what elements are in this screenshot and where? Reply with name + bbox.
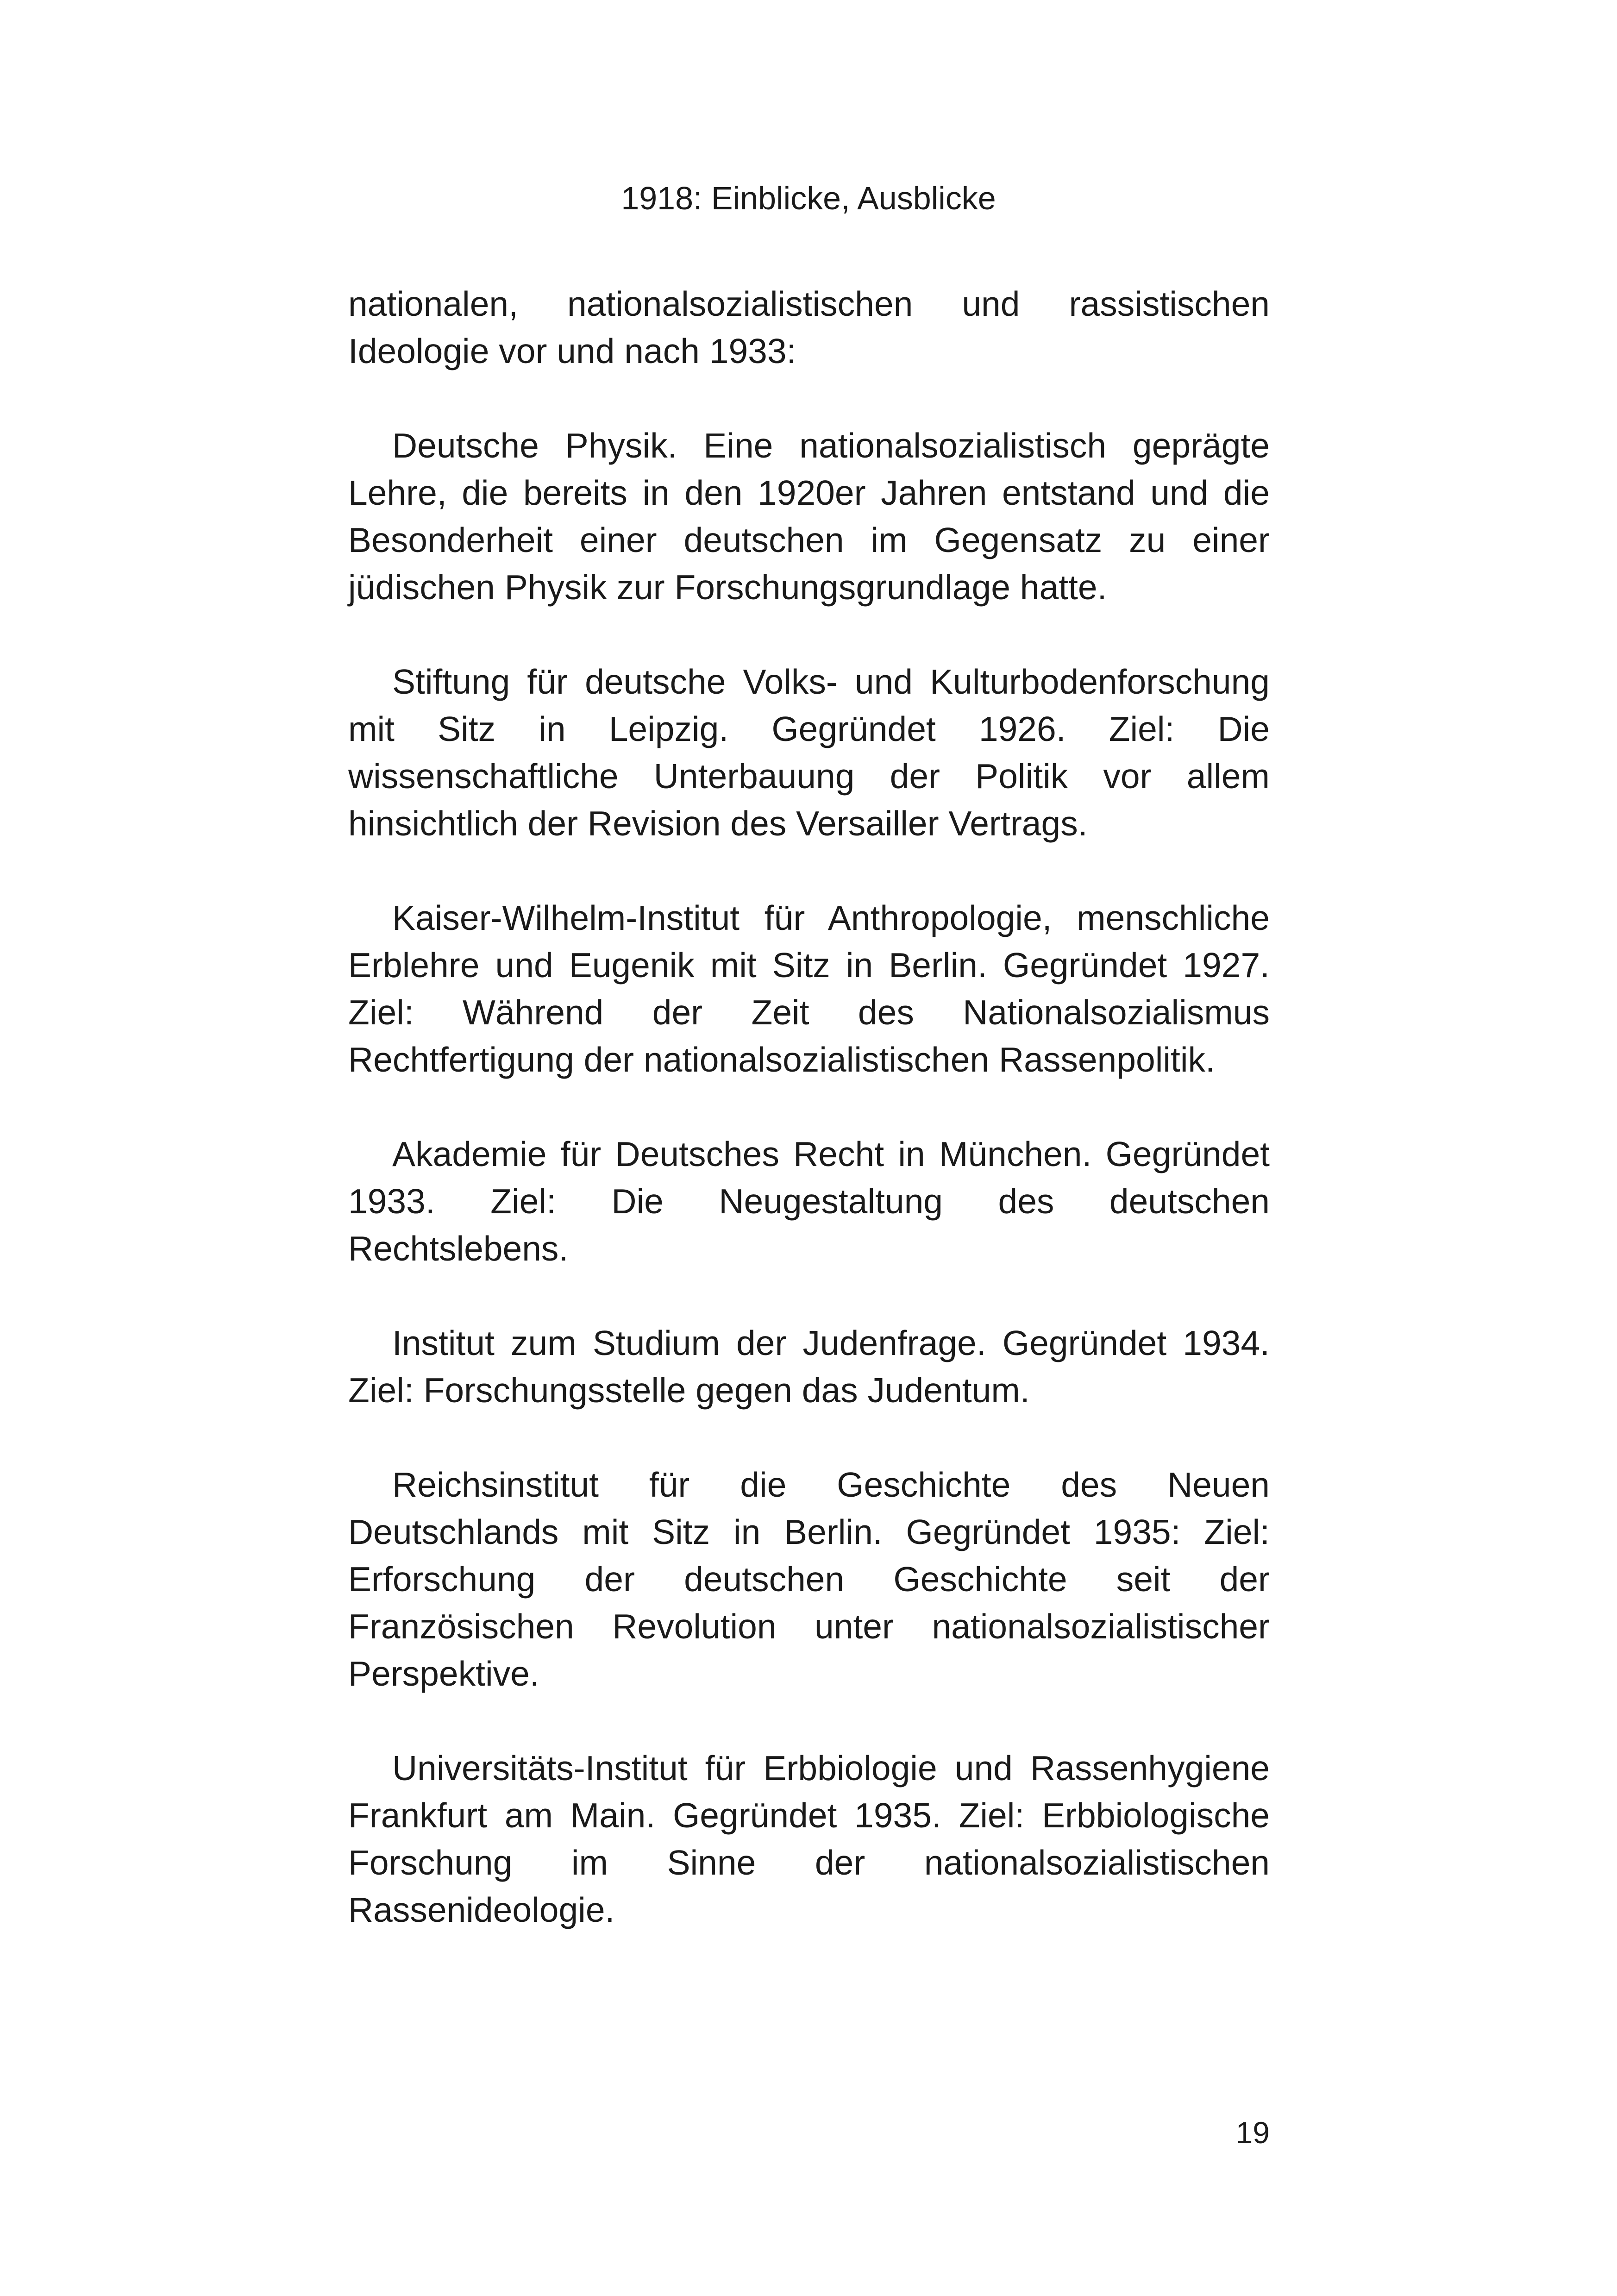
- paragraph-stiftung-volks-kulturbodenforschung: Stiftung für deutsche Volks- und Kulturbodenforschung mit Sitz in Leipzig. Gegründet 1926. Ziel: Die wissenschaftliche Unterbauung der Politik vor allem hinsichtlich der Revision des Versailler Vertrags.: [348, 662, 1270, 843]
- paragraph-kaiser-wilhelm-institut: Kaiser-Wilhelm-Institut für Anthropologie, menschliche Erblehre und Eugenik mit Sitz in Berlin. Gegründet 1927. Ziel: Während der Zeit des Nationalsozialismus Rechtfertigung der nationalsozialistischen Rassenpolitik.: [348, 898, 1270, 1079]
- running-head-title: 1918: Einblicke, Ausblicke: [621, 180, 996, 216]
- paragraph-deutsche-physik: Deutsche Physik. Eine nationalsozialistisch geprägte Lehre, die bereits in den 1920er Jahren entstand und die Besonderheit einer deutschen im Gegensatz zu einer jüdischen Physik zur Forschungsgrundlage hatte.: [348, 426, 1270, 607]
- paragraph-universitaets-institut-erbbiologie: Universitäts-Institut für Erbbiologie und Rassenhygiene Frankfurt am Main. Gegründet 1935. Ziel: Erbbiologische Forschung im Sinne der nationalsozialistischen Rassenideologie.: [348, 1749, 1270, 1929]
- page-number: 19: [1235, 2115, 1270, 2150]
- body-text: [348, 280, 1270, 1981]
- paragraph-akademie-deutsches-recht: Akademie für Deutsches Recht in München. Gegründet 1933. Ziel: Die Neugestaltung des deutschen Rechtslebens.: [348, 1135, 1270, 1268]
- paragraph-reichsinstitut-geschichte: Reichsinstitut für die Geschichte des Neuen Deutschlands mit Sitz in Berlin. Gegründet 1935: Ziel: Erforschung der deutschen Geschichte seit der Französischen Revolution unter nationalsozialistischer Perspektive.: [348, 1465, 1270, 1693]
- paragraph-continuation: nationalen, nationalsozialistischen und rassistischen Ideologie vor und nach 1933:: [348, 284, 1270, 370]
- paragraph-institut-judenfrage: Institut zum Studium der Judenfrage. Gegründet 1934. Ziel: Forschungsstelle gegen das Judentum.: [348, 1324, 1270, 1410]
